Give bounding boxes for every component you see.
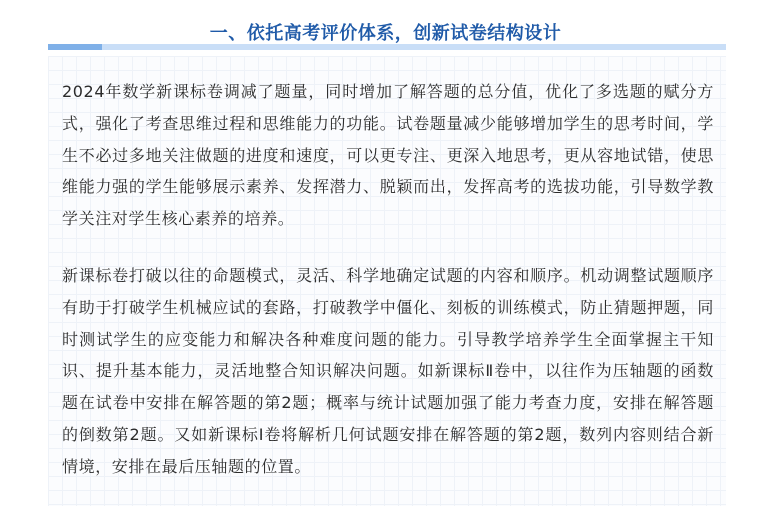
- section-heading: 一、依托高考评价体系，创新试卷结构设计: [209, 23, 562, 45]
- heading-rule-accent: [48, 44, 102, 50]
- heading-rule: [102, 44, 726, 50]
- body-paragraph-1: 2024年数学新课标卷调减了题量，同时增加了解答题的总分值，优化了多选题的赋分方式，强化了考查思维过程和思维能力的功能。试卷题量减少能够增加学生的思考时间，学生不必过多地关注做题的进度和速度，可以更专注、更深入地思考，更从容地试错，使思维能力强的学生能够展示素养、发挥潜力、脱颖而出，发挥高考的选拔功能，引导数学教学关注对学生核心素养的培养。: [62, 82, 714, 229]
- body-paragraph-2: 新课标卷打破以往的命题模式，灵活、科学地确定试题的内容和顺序。机动调整试题顺序有助于打破学生机械应试的套路，打破教学中僵化、刻板的训练模式，防止猜题押题，同时测试学生的应变能力和解决各种难度问题的能力。引导教学培养学生全面掌握主干知识、提升基本能力，灵活地整合知识解决问题。如新课标Ⅱ卷中，以往作为压轴题的函数题在试卷中安排在解答题的第2题；概率与统计试题加强了能力考查力度，安排在解答题的倒数第2题。又如新课标Ⅰ卷将解析几何试题安排在解答题的第2题，数列内容则结合新情境，安排在最后压轴题的位置。: [62, 266, 714, 476]
